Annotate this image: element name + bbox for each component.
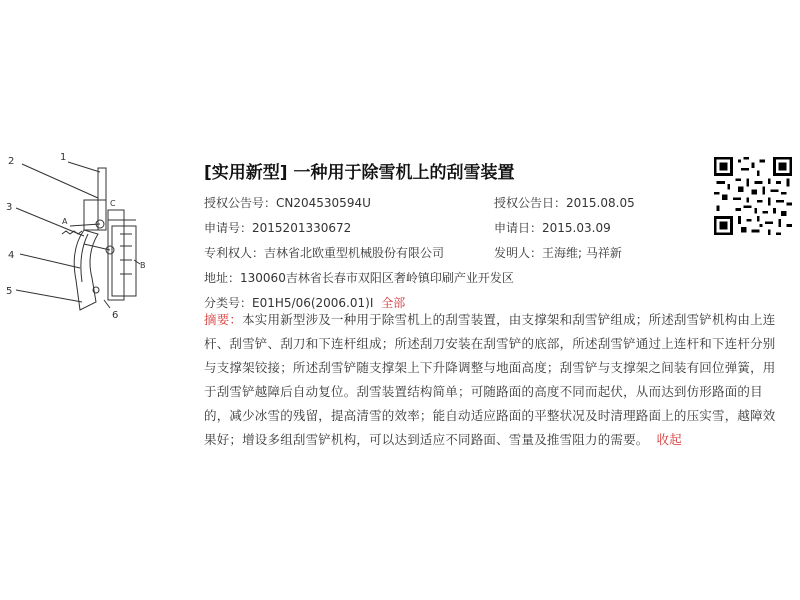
- pub-no-value: CN204530594U: [276, 196, 371, 210]
- class-label: 分类号：: [204, 296, 253, 310]
- part-label-c: C: [110, 199, 116, 208]
- qr-code-icon: [714, 157, 792, 235]
- part-label-b: B: [140, 261, 146, 270]
- patentee-label: 专利权人：: [204, 246, 265, 260]
- app-no-label: 申请号：: [204, 221, 253, 235]
- patent-drawing-svg: [0, 150, 200, 330]
- part-label-a: A: [62, 217, 68, 226]
- address-row: [204, 269, 514, 286]
- app-date-value: 2015.03.09: [542, 221, 611, 235]
- abstract-text: 本实用新型涉及一种用于除雪机上的刮雪装置，由支撑架和刮雪铲组成；所述刮雪铲机构由上连杆、刮雪铲、刮刀和下连杆组成；所述刮刀安装在刮雪铲的底部，所述刮雪铲通过上连杆和下连杆分别与支撑架铰接；所述刮雪铲随支撑架上下升降调整与地面高度；刮雪铲与支撑架之间装有回位弹簧，用于刮雪铲越障后自动复位。刮雪装置结构简单；可随路面的高度不同而起伏，从而达到仿形路面的目的，减少冰雪的残留，提高清雪的效率；能自动适应路面的平整状况及时清理路面上的压实雪，越障效果好；增设多组刮雪铲机构，可以达到适应不同路面、雪量及推雪阻力的需要。: [204, 312, 776, 447]
- class-value: E01H5/06(2006.01)I: [252, 296, 374, 310]
- inventor-row: [494, 244, 622, 261]
- qr-code-svg: [714, 157, 792, 235]
- patentee-row: [204, 244, 444, 261]
- app-no-value: 2015201330672: [252, 221, 352, 235]
- inventor-label: 发明人：: [494, 246, 543, 260]
- part-label-6: 6: [112, 310, 119, 321]
- part-label-2: 2: [8, 156, 15, 167]
- patent-drawing: [0, 150, 200, 330]
- pub-no-row: [204, 194, 371, 211]
- app-date-label: 申请日：: [494, 221, 543, 235]
- patentee-value: 吉林省北欧重型机械股份有限公司: [264, 246, 445, 260]
- address-value: 130060吉林省长春市双阳区奢岭镇印刷产业开发区: [240, 271, 514, 285]
- class-all-link[interactable]: 全部: [381, 296, 406, 310]
- collapse-link[interactable]: 收起: [656, 432, 682, 447]
- abstract-label: 摘要：: [204, 312, 243, 327]
- address-label: 地址：: [204, 271, 241, 285]
- pub-date-label: 授权公告日：: [494, 196, 567, 210]
- part-label-5: 5: [6, 286, 13, 297]
- app-date-row: [494, 219, 611, 236]
- pub-date-row: [494, 194, 635, 211]
- app-no-row: [204, 219, 351, 236]
- part-label-1: 1: [60, 152, 67, 163]
- part-label-3: 3: [6, 202, 13, 213]
- pub-no-label: 授权公告号：: [204, 196, 277, 210]
- part-label-4: 4: [8, 250, 15, 261]
- abstract: [204, 308, 784, 452]
- pub-date-value: 2015.08.05: [566, 196, 635, 210]
- inventor-value: 王海维; 马祥新: [542, 246, 622, 260]
- patent-title[interactable]: [实用新型] 一种用于除雪机上的刮雪装置: [204, 163, 515, 183]
